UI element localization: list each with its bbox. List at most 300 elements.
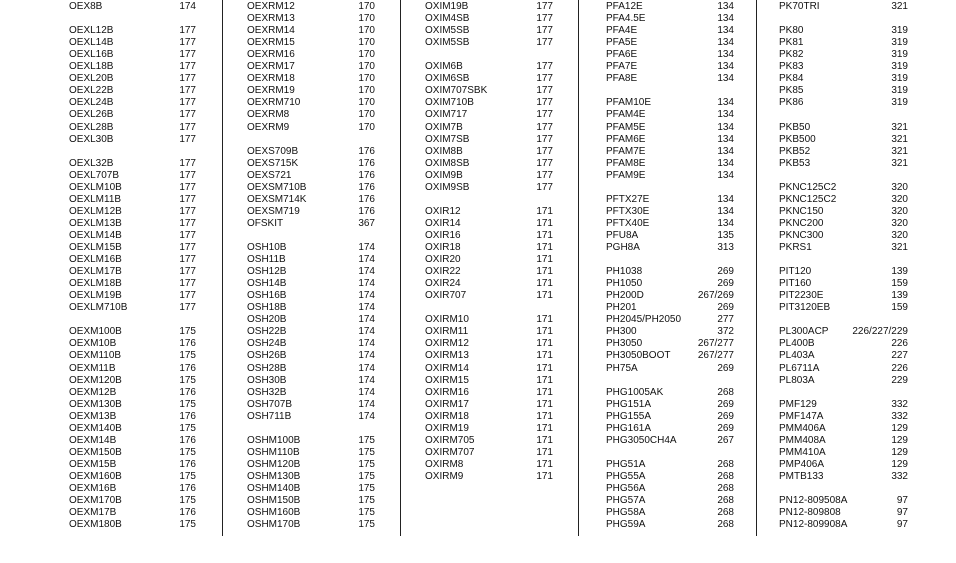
page-number: 176 xyxy=(179,410,196,422)
index-entry xyxy=(425,447,553,459)
page-number: 174 xyxy=(358,266,375,278)
part-number: OEXM170B xyxy=(69,495,122,507)
part-number: PK82 xyxy=(779,49,804,61)
index-entry xyxy=(606,459,734,471)
page-number: 171 xyxy=(536,398,553,410)
index-entry xyxy=(69,399,196,411)
part-number: OSH20B xyxy=(247,314,287,326)
page-number: 170 xyxy=(358,61,375,73)
index-entry xyxy=(606,423,734,435)
index-entry xyxy=(69,447,196,459)
part-number: OSHM160B xyxy=(247,507,301,519)
index-entry xyxy=(779,423,908,435)
page-number: 177 xyxy=(179,157,196,169)
part-number: PH201 xyxy=(606,302,637,314)
part-number: PMF129 xyxy=(779,398,817,410)
page-number: 171 xyxy=(536,229,553,241)
part-number: OEXL16B xyxy=(69,49,114,61)
page-number: 177 xyxy=(536,13,553,25)
page-number: 176 xyxy=(179,458,196,470)
part-number: OSH28B xyxy=(247,362,287,374)
page-number: 177 xyxy=(179,73,196,85)
part-number: PHG3050CH4A xyxy=(606,434,677,446)
index-entry xyxy=(606,495,734,507)
page-number: 227 xyxy=(891,350,908,362)
index-entry xyxy=(69,73,196,85)
part-number: OEXLM12B xyxy=(69,205,122,217)
page-number: 134 xyxy=(717,13,734,25)
index-entry xyxy=(425,122,553,134)
index-entry xyxy=(606,230,734,242)
index-entry xyxy=(247,254,375,266)
part-number: OXIM7SB xyxy=(425,133,470,145)
page-number: 226 xyxy=(891,338,908,350)
index-entry xyxy=(779,459,908,471)
index-entry xyxy=(606,314,734,326)
page-number: 267 xyxy=(717,434,734,446)
part-number: OXIM9B xyxy=(425,169,463,181)
index-entry xyxy=(247,338,375,350)
part-number: OXIRM15 xyxy=(425,374,469,386)
page-number: 269 xyxy=(717,266,734,278)
part-number: OXIRM9 xyxy=(425,470,464,482)
part-number: OXIR22 xyxy=(425,266,461,278)
part-number: PFAM9E xyxy=(606,169,646,181)
part-number: PFA4.5E xyxy=(606,13,646,25)
part-number: PFA12E xyxy=(606,1,643,12)
index-entry xyxy=(425,146,553,158)
part-number: OEXRM18 xyxy=(247,73,295,85)
index-entry xyxy=(69,290,196,302)
page-number: 176 xyxy=(358,157,375,169)
index-entry xyxy=(425,350,553,362)
part-number: OXIRM8 xyxy=(425,458,464,470)
page-number: 170 xyxy=(358,1,375,12)
page-number: 97 xyxy=(896,507,908,519)
part-number: PGH8A xyxy=(606,242,640,253)
page-number: 177 xyxy=(179,37,196,49)
index-entry xyxy=(425,242,553,254)
part-number: OSH32B xyxy=(247,386,287,398)
page-number: 177 xyxy=(536,133,553,145)
index-entry xyxy=(69,242,196,254)
page-number: 139 xyxy=(891,266,908,278)
index-entry xyxy=(606,399,734,411)
index-entry xyxy=(425,73,553,85)
page-number: 177 xyxy=(179,133,196,145)
part-number: PL6711A xyxy=(779,362,820,374)
index-entry xyxy=(69,483,196,495)
page-number: 177 xyxy=(536,169,553,181)
index-entry xyxy=(247,350,375,362)
part-number: PH75A xyxy=(606,362,638,374)
part-number: PK83 xyxy=(779,61,804,73)
part-number: OEXM100B xyxy=(69,326,122,338)
part-number: PFAM5E xyxy=(606,121,646,133)
index-entry xyxy=(425,218,553,230)
page-number: 174 xyxy=(358,290,375,302)
index-entry xyxy=(606,471,734,483)
page-number: 175 xyxy=(179,470,196,482)
part-number: PK80 xyxy=(779,25,804,37)
page-number: 267/269 xyxy=(697,290,734,302)
page-number: 174 xyxy=(358,386,375,398)
index-entry xyxy=(247,37,375,49)
index-entry xyxy=(247,399,375,411)
page-number: 267/277 xyxy=(697,338,734,350)
page-number: 268 xyxy=(717,507,734,519)
index-entry xyxy=(606,435,734,447)
part-number: OEX8B xyxy=(69,1,103,12)
part-number: PFAM4E xyxy=(606,109,646,121)
page-number: 175 xyxy=(179,495,196,507)
part-number: PH3050BOOT xyxy=(606,350,671,362)
part-number: OEXM13B xyxy=(69,410,117,422)
page-number: 170 xyxy=(358,73,375,85)
page-number: 177 xyxy=(179,205,196,217)
page-number: 170 xyxy=(358,49,375,61)
index-entry xyxy=(606,49,734,61)
index-entry xyxy=(247,85,375,97)
page-number: 97 xyxy=(896,495,908,507)
page-number: 176 xyxy=(358,205,375,217)
part-number: OSH22B xyxy=(247,326,287,338)
part-number: PKRS1 xyxy=(779,242,812,253)
part-number: OXIRM18 xyxy=(425,410,469,422)
page-number: 320 xyxy=(891,193,908,205)
part-number: OXIRM17 xyxy=(425,398,469,410)
index-entry xyxy=(69,423,196,435)
page-number: 129 xyxy=(891,458,908,470)
index-entry xyxy=(247,278,375,290)
part-number: PFA8E xyxy=(606,73,638,85)
part-number: PHG1005AK xyxy=(606,386,664,398)
page-number: 174 xyxy=(358,410,375,422)
page-number: 171 xyxy=(536,422,553,434)
index-entry xyxy=(247,1,375,13)
page-number: 313 xyxy=(717,242,734,253)
index-entry xyxy=(606,97,734,109)
page-number: 319 xyxy=(891,61,908,73)
index-entry xyxy=(425,399,553,411)
part-number: OEXL12B xyxy=(69,25,114,37)
index-entry xyxy=(247,73,375,85)
part-number: OXIR20 xyxy=(425,254,461,266)
part-number: PH1038 xyxy=(606,266,643,278)
page-number: 176 xyxy=(179,362,196,374)
index-entry xyxy=(606,134,734,146)
part-number: OSH11B xyxy=(247,254,286,266)
part-number: PHG161A xyxy=(606,422,652,434)
index-entry xyxy=(606,507,734,519)
page-number: 134 xyxy=(717,133,734,145)
index-entry xyxy=(247,242,375,254)
page-number: 171 xyxy=(536,217,553,229)
page-number: 319 xyxy=(891,73,908,85)
part-number: OEXLM19B xyxy=(69,290,122,302)
page-number: 175 xyxy=(179,422,196,434)
part-number: OXIR707 xyxy=(425,290,467,302)
part-number: OXIR18 xyxy=(425,242,461,253)
page-number: 134 xyxy=(717,121,734,133)
part-number: OEXRM8 xyxy=(247,109,290,121)
index-entry xyxy=(425,411,553,423)
index-entry xyxy=(247,387,375,399)
page-number: 321 xyxy=(891,242,908,253)
page-number: 170 xyxy=(358,97,375,109)
index-entry xyxy=(69,338,196,350)
part-number: PKB50 xyxy=(779,121,811,133)
index-entry xyxy=(425,278,553,290)
part-number: PIT2230E xyxy=(779,290,824,302)
page-number: 170 xyxy=(358,13,375,25)
index-entry xyxy=(425,25,553,37)
part-number: OXIM4SB xyxy=(425,13,470,25)
part-number: OEXSM710B xyxy=(247,181,307,193)
page-number: 177 xyxy=(179,85,196,97)
part-number: OEXRM12 xyxy=(247,1,295,12)
page-number: 269 xyxy=(717,398,734,410)
index-entry xyxy=(606,266,734,278)
part-number: PIT160 xyxy=(779,278,812,290)
part-number: OEXSM714K xyxy=(247,193,307,205)
part-number: OEXS715K xyxy=(247,157,299,169)
page-number: 321 xyxy=(891,121,908,133)
index-entry xyxy=(606,25,734,37)
index-entry xyxy=(606,61,734,73)
page-number: 321 xyxy=(891,133,908,145)
index-entry xyxy=(69,278,196,290)
part-number: OXIRM14 xyxy=(425,362,469,374)
page-number: 320 xyxy=(891,181,908,193)
index-entry xyxy=(425,109,553,121)
index-entry xyxy=(779,85,908,97)
page-number: 139 xyxy=(891,290,908,302)
index-entry xyxy=(425,170,553,182)
page-number: 170 xyxy=(358,25,375,37)
index-entry xyxy=(69,25,196,37)
index-entry xyxy=(247,97,375,109)
index-entry xyxy=(247,411,375,423)
page-number: 269 xyxy=(717,410,734,422)
part-number: OEXL22B xyxy=(69,85,114,97)
page-number: 177 xyxy=(536,97,553,109)
page-number: 269 xyxy=(717,302,734,314)
index-entry xyxy=(606,206,734,218)
page-number: 367 xyxy=(358,217,375,229)
page-number: 320 xyxy=(891,217,908,229)
index-entry xyxy=(779,278,908,290)
index-entry xyxy=(606,302,734,314)
page-number: 174 xyxy=(179,1,196,12)
part-number: OEXL20B xyxy=(69,73,114,85)
part-number: PN12-809908A xyxy=(779,519,848,531)
index-entry xyxy=(69,471,196,483)
part-number: OSHM130B xyxy=(247,470,301,482)
index-entry xyxy=(247,146,375,158)
page-number: 174 xyxy=(358,302,375,314)
page-number: 268 xyxy=(717,458,734,470)
page-number: 319 xyxy=(891,85,908,97)
part-number: OEXL28B xyxy=(69,121,114,133)
page-number: 177 xyxy=(179,193,196,205)
index-entry xyxy=(247,495,375,507)
page-number: 170 xyxy=(358,85,375,97)
page-number: 269 xyxy=(717,422,734,434)
index-entry xyxy=(69,387,196,399)
index-entry xyxy=(425,182,553,194)
part-number: OEXLM16B xyxy=(69,254,122,266)
index-entry xyxy=(247,314,375,326)
page-number: 177 xyxy=(179,217,196,229)
page-number: 174 xyxy=(358,278,375,290)
part-number: OEXL26B xyxy=(69,109,114,121)
page-number: 226 xyxy=(891,362,908,374)
page-number: 175 xyxy=(358,483,375,494)
page-number: 134 xyxy=(717,169,734,181)
page-number: 176 xyxy=(179,507,196,519)
index-entry xyxy=(606,109,734,121)
index-entry xyxy=(425,158,553,170)
page-number: 97 xyxy=(896,519,908,531)
index-entry xyxy=(779,447,908,459)
index-entry xyxy=(425,326,553,338)
part-number: OEXM11B xyxy=(69,362,116,374)
index-entry xyxy=(779,122,908,134)
page-number: 175 xyxy=(179,446,196,458)
index-entry xyxy=(69,254,196,266)
part-number: OXIM717 xyxy=(425,109,468,121)
index-entry xyxy=(247,182,375,194)
page-number: 134 xyxy=(717,73,734,85)
part-number: OEXM150B xyxy=(69,446,122,458)
page-number: 332 xyxy=(891,470,908,482)
index-entry xyxy=(69,194,196,206)
page-number: 321 xyxy=(891,1,908,12)
page-number: 175 xyxy=(179,374,196,386)
index-entry xyxy=(779,49,908,61)
page-number: 174 xyxy=(358,338,375,350)
part-number: PH1050 xyxy=(606,278,643,290)
index-entry xyxy=(779,182,908,194)
part-number: OEXS721 xyxy=(247,169,292,181)
page-number: 177 xyxy=(179,302,196,314)
page-number: 129 xyxy=(891,446,908,458)
index-entry xyxy=(606,73,734,85)
page-number: 134 xyxy=(717,61,734,73)
index-entry xyxy=(606,350,734,362)
index-entry xyxy=(606,326,734,338)
index-entry xyxy=(247,326,375,338)
page-number: 332 xyxy=(891,398,908,410)
index-entry xyxy=(425,375,553,387)
part-number: PIT3120EB xyxy=(779,302,831,314)
part-number: OSH16B xyxy=(247,290,287,302)
index-entry xyxy=(606,194,734,206)
part-number: PL400B xyxy=(779,338,815,350)
part-number: OXIM19B xyxy=(425,1,469,12)
index-entry xyxy=(779,266,908,278)
index-entry xyxy=(247,507,375,519)
index-entry xyxy=(425,37,553,49)
index-entry xyxy=(425,206,553,218)
part-number: OXIM9SB xyxy=(425,181,470,193)
part-number: PK81 xyxy=(779,37,804,49)
page-number: 175 xyxy=(358,458,375,470)
part-number: PKB52 xyxy=(779,145,811,157)
part-number: PFTX30E xyxy=(606,205,650,217)
part-number: OEXM160B xyxy=(69,470,122,482)
page-number: 177 xyxy=(179,278,196,290)
part-number: PHG58A xyxy=(606,507,646,519)
page-number: 171 xyxy=(536,290,553,302)
index-entry xyxy=(606,483,734,495)
page-number: 175 xyxy=(358,495,375,507)
page-number: 170 xyxy=(358,37,375,49)
page-number: 175 xyxy=(179,519,196,531)
part-number: PK84 xyxy=(779,73,804,85)
index-entry xyxy=(779,73,908,85)
part-number: OEXLM17B xyxy=(69,266,122,278)
index-entry xyxy=(247,302,375,314)
page-number: 177 xyxy=(536,109,553,121)
page-number: 170 xyxy=(358,121,375,133)
part-number: OSH14B xyxy=(247,278,287,290)
page-number: 134 xyxy=(717,109,734,121)
page-number: 171 xyxy=(536,326,553,338)
index-entry xyxy=(425,61,553,73)
index-entry xyxy=(69,411,196,423)
index-entry xyxy=(69,507,196,519)
page-number: 177 xyxy=(536,181,553,193)
index-entry xyxy=(247,206,375,218)
page-number: 177 xyxy=(179,169,196,181)
index-entry xyxy=(779,338,908,350)
part-number: OXIRM705 xyxy=(425,434,475,446)
index-entry xyxy=(779,350,908,362)
page-number: 174 xyxy=(358,374,375,386)
part-number: PKNC300 xyxy=(779,229,824,241)
index-entry xyxy=(779,1,908,13)
index-entry xyxy=(425,363,553,375)
index-entry xyxy=(425,97,553,109)
index-entry xyxy=(425,13,553,25)
part-number: PFAM6E xyxy=(606,133,646,145)
index-entry xyxy=(247,363,375,375)
part-number: OXIM6B xyxy=(425,61,463,73)
part-number: PHG151A xyxy=(606,398,652,410)
page-number: 171 xyxy=(536,314,553,326)
part-number: PHG57A xyxy=(606,495,646,507)
page-number: 321 xyxy=(891,145,908,157)
index-entry xyxy=(606,338,734,350)
page-number: 174 xyxy=(358,350,375,362)
page-number: 134 xyxy=(717,49,734,61)
page-number: 171 xyxy=(536,350,553,362)
index-entry xyxy=(779,399,908,411)
page-number: 277 xyxy=(717,314,734,326)
part-number: OXIR16 xyxy=(425,229,461,241)
page-number: 319 xyxy=(891,37,908,49)
page-number: 319 xyxy=(891,25,908,37)
index-entry xyxy=(247,290,375,302)
page-number: 177 xyxy=(179,97,196,109)
part-number: OEXRM14 xyxy=(247,25,295,37)
part-number: OXIRM12 xyxy=(425,338,469,350)
index-entry xyxy=(425,230,553,242)
part-number: PKNC125C2 xyxy=(779,181,837,193)
part-number: OSHM140B xyxy=(247,483,301,494)
